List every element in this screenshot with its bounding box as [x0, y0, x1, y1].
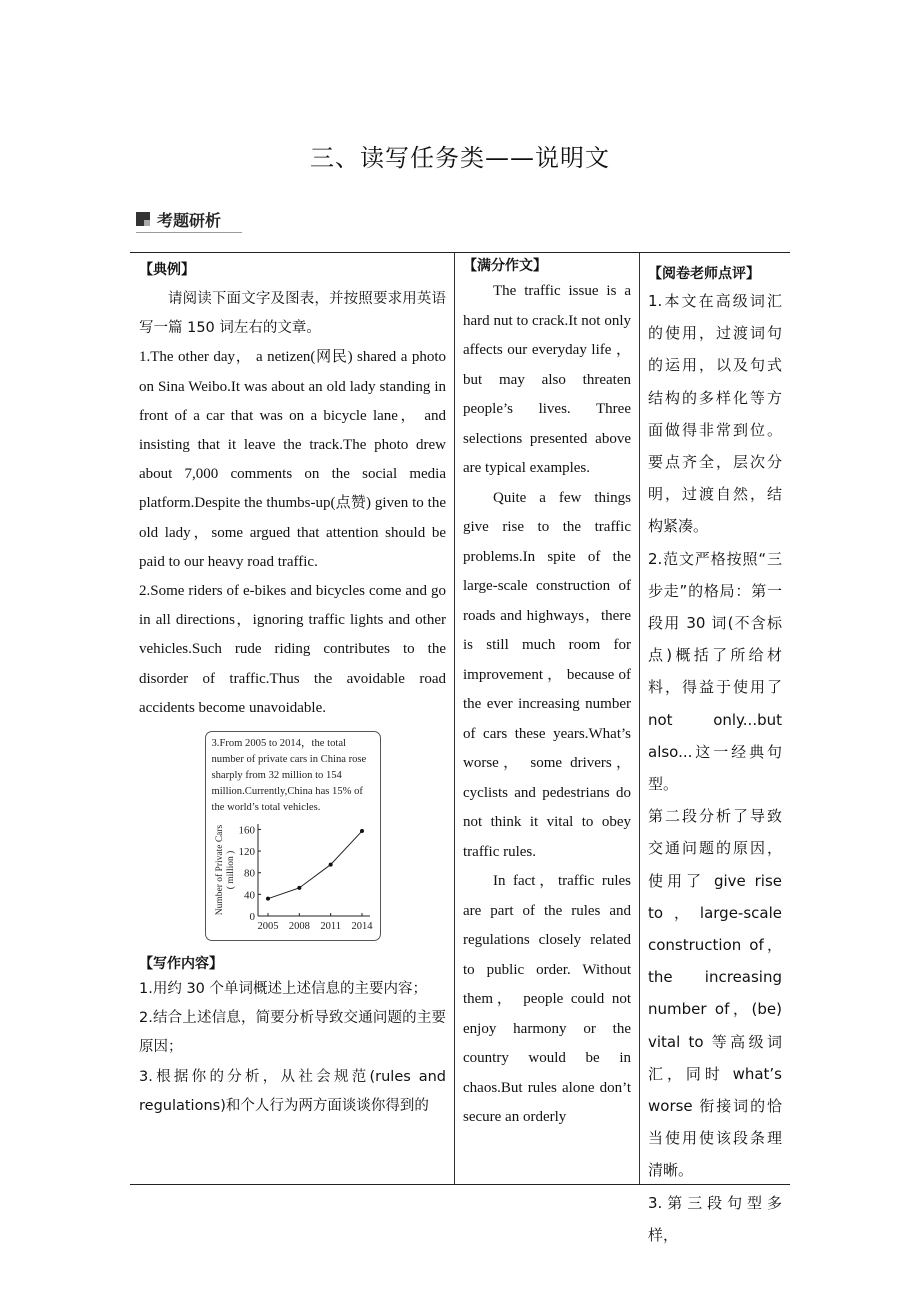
page-title: 三、读写任务类——说明文: [310, 144, 610, 172]
material-item-1: 1.The other day， a netizen(网民) shared a photo on Sina Weibo.It was about an old lady standing in front of a car that was on a bicycle lane， and insisting that it leave the track.The photo drew about 7,000 comments on the social media platform.Despite the thumbs-up(点赞) given to the old lady，some argued that attention should be paid to our heavy road traffic.: [139, 349, 446, 570]
material-item-2: 2.Some riders of e-bikes and bicycles come and go in all directions，ignoring traffic lights and other vehicles.Such rude riding contributes to the disorder of traffic.Thus the avoidable road accidents become unavoidable.: [139, 583, 446, 716]
essay-paragraph-1: The traffic issue is a hard nut to crack.It not only affects our everyday life ， but may also threaten people’s lives. Three selections presented above are typical examples.: [463, 283, 631, 476]
teacher-comment-tag: 【阅卷老师点评】: [648, 266, 760, 282]
svg-text:( million ): ( million ): [225, 850, 236, 890]
svg-text:2014: 2014: [351, 921, 372, 933]
comment-2b: 第二段分析了导致交通问题的原因，使用了 give rise to，large-scale construction of，the increasing number of，(be) vital to 等高级词汇，同时 what’s worse 衔接词的恰当使用使该段条理清晰。: [648, 807, 782, 1180]
private-cars-line-chart: [210, 816, 378, 936]
writing-content-tag: 【写作内容】: [139, 956, 223, 973]
model-essay-column: [455, 253, 640, 1184]
svg-text:0: 0: [249, 911, 255, 924]
svg-text:2005: 2005: [257, 921, 278, 933]
section-square-icon: [136, 212, 150, 226]
requirement-2: 2.结合上述信息，简要分析导致交通问题的主要原因；: [139, 1010, 446, 1056]
essay-paragraph-2: Quite a few things give rise to the traffic problems.In spite of the large-scale construction of roads and highways，there is still much room for improvement ， because of the ever increasing number of cars these years.What’s worse， some drivers， cyclists and pedestrians do not think it vital to obey traffic rules.: [463, 489, 631, 860]
content-table: [130, 252, 790, 1244]
teacher-comment-column: [640, 253, 790, 1244]
comment-1: 1.本文在高级词汇的使用，过渡词句的运用，以及句式结构的多样化等方面做得非常到位。要点齐全，层次分明，过渡自然，结构紧凑。: [648, 292, 782, 536]
svg-text:2011: 2011: [319, 921, 341, 933]
svg-text:2008: 2008: [288, 921, 310, 933]
requirement-3: 3.根据你的分析，从社会规范(rules and regulations)和个人行为两方面谈谈你得到的: [139, 1068, 446, 1114]
comment-3: 3.第三段句型多样，: [648, 1193, 782, 1244]
svg-text:40: 40: [243, 889, 255, 902]
svg-text:80: 80: [243, 867, 255, 880]
comment-2: 2.范文严格按照“三步走”的格局：第一段用 30 词(不含标点)概括了所给材料，得益于使用了 not only...but also...这一经典句型。: [648, 549, 782, 794]
example-column: [130, 253, 455, 1184]
material-figure: [205, 731, 381, 941]
essay-paragraph-3: In fact，traffic rules are part of the rules and regulations closely related to public order. Without them， people could not enjoy harmony or the country would be in chaos.But rules alone don’t secure an orderly: [463, 873, 631, 1125]
example-tag: 【典例】: [139, 262, 195, 278]
svg-text:120: 120: [238, 846, 255, 859]
requirement-1: 1.用约 30 个单词概述上述信息的主要内容；: [139, 981, 428, 998]
section-heading: [136, 206, 242, 233]
svg-text:Number of Private Cars: Number of Private Cars: [214, 824, 225, 916]
section-label: 考题研析: [157, 210, 222, 230]
model-essay-tag: 【满分作文】: [463, 258, 547, 274]
svg-text:160: 160: [238, 824, 255, 837]
figure-caption: 3.From 2005 to 2014，the total number of private cars in China rose sharply from 32 million to 154 million.Currently,China has 15% of the world’s total vehicles.: [211, 738, 367, 814]
task-intro: 请阅读下面文字及图表，并按照要求用英语写一篇 150 词左右的文章。: [139, 291, 446, 337]
